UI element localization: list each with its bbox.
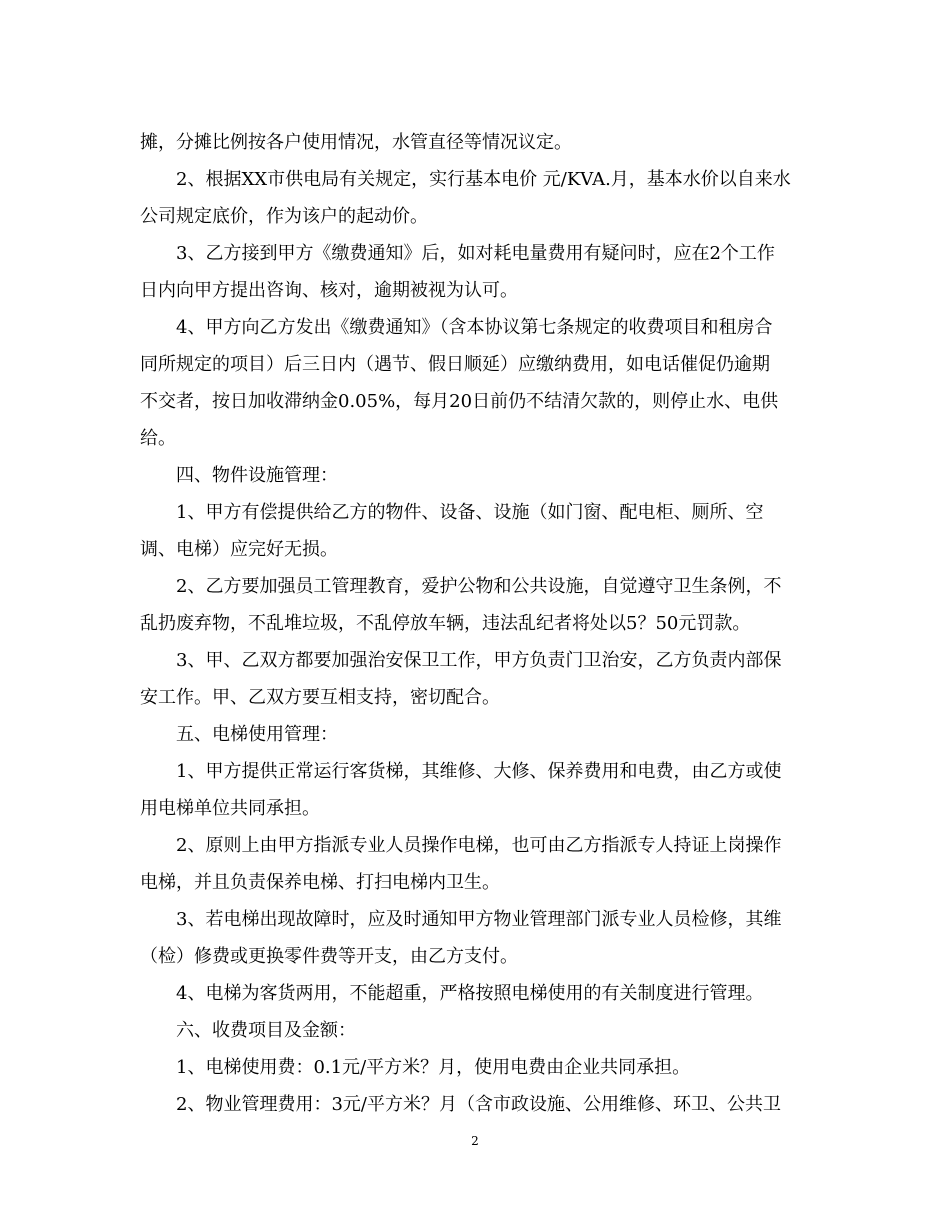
text-line: 1、甲方提供正常运行客货梯，其维修、大修、保养费用和电费，由乙方或使 [176, 761, 782, 782]
text-line: 3、甲、乙双方都要加强治安保卫工作，甲方负责门卫治安，乙方负责内部保 [176, 650, 782, 671]
section-heading: 六、收费项目及金额： [176, 1020, 356, 1041]
text-line: 2、乙方要加强员工管理教育，爱护公物和公共设施，自觉遵守卫生条例，不 [176, 576, 782, 597]
text-line: 1、电梯使用费：0.1元/平方米？月，使用电费由企业共同承担。 [176, 1057, 691, 1078]
section-heading: 四、物件设施管理： [176, 465, 338, 486]
text-line: 公司规定底价，作为该户的起动价。 [140, 206, 428, 227]
text-line: 3、若电梯出现故障时，应及时通知甲方物业管理部门派专业人员检修，其维 [176, 909, 782, 930]
text-line: 不交者，按日加收滞纳金0.05%，每月20日前仍不结清欠款的，则停止水、电供 [140, 391, 779, 412]
text-line: 调、电梯）应完好无损。 [140, 539, 338, 560]
text-line: 2、根据XX市供电局有关规定，实行基本电价 元/KVA.月，基本水价以自来水 [176, 169, 791, 190]
text-line: 同所规定的项目）后三日内（遇节、假日顺延）应缴纳费用，如电话催促仍逾期 [140, 354, 770, 375]
page-number: 2 [471, 1134, 479, 1148]
text-line: 日内向甲方提出咨询、核对，逾期被视为认可。 [140, 280, 518, 301]
text-line: 4、电梯为客货两用，不能超重，严格按照电梯使用的有关制度进行管理。 [176, 983, 764, 1004]
section-heading: 五、电梯使用管理： [176, 724, 338, 745]
text-line: 2、物业管理费用：3元/平方米？月（含市政设施、公用维修、环卫、公共卫 [176, 1094, 781, 1115]
text-line: 1、甲方有偿提供给乙方的物件、设备、设施（如门窗、配电柜、厕所、空 [176, 502, 764, 523]
text-line: 2、原则上由甲方指派专业人员操作电梯，也可由乙方指派专人持证上岗操作 [176, 835, 782, 856]
text-line: 摊，分摊比例按各户使用情况，水管直径等情况议定。 [140, 132, 572, 153]
text-line: 给。 [140, 428, 176, 449]
text-line: 安工作。甲、乙双方要互相支持，密切配合。 [140, 687, 500, 708]
text-line: 4、甲方向乙方发出《缴费通知》（含本协议第七条规定的收费项目和租房合 [176, 317, 773, 338]
text-line: 用电梯单位共同承担。 [140, 798, 320, 819]
text-line: 电梯，并且负责保养电梯、打扫电梯内卫生。 [140, 872, 500, 893]
text-line: 乱扔废弃物，不乱堆垃圾，不乱停放车辆，违法乱纪者将处以5？50元罚款。 [140, 613, 751, 634]
text-line: （检）修费或更换零件费等开支，由乙方支付。 [140, 946, 518, 967]
text-line: 3、乙方接到甲方《缴费通知》后，如对耗电量费用有疑问时，应在2个工作 [176, 243, 775, 264]
